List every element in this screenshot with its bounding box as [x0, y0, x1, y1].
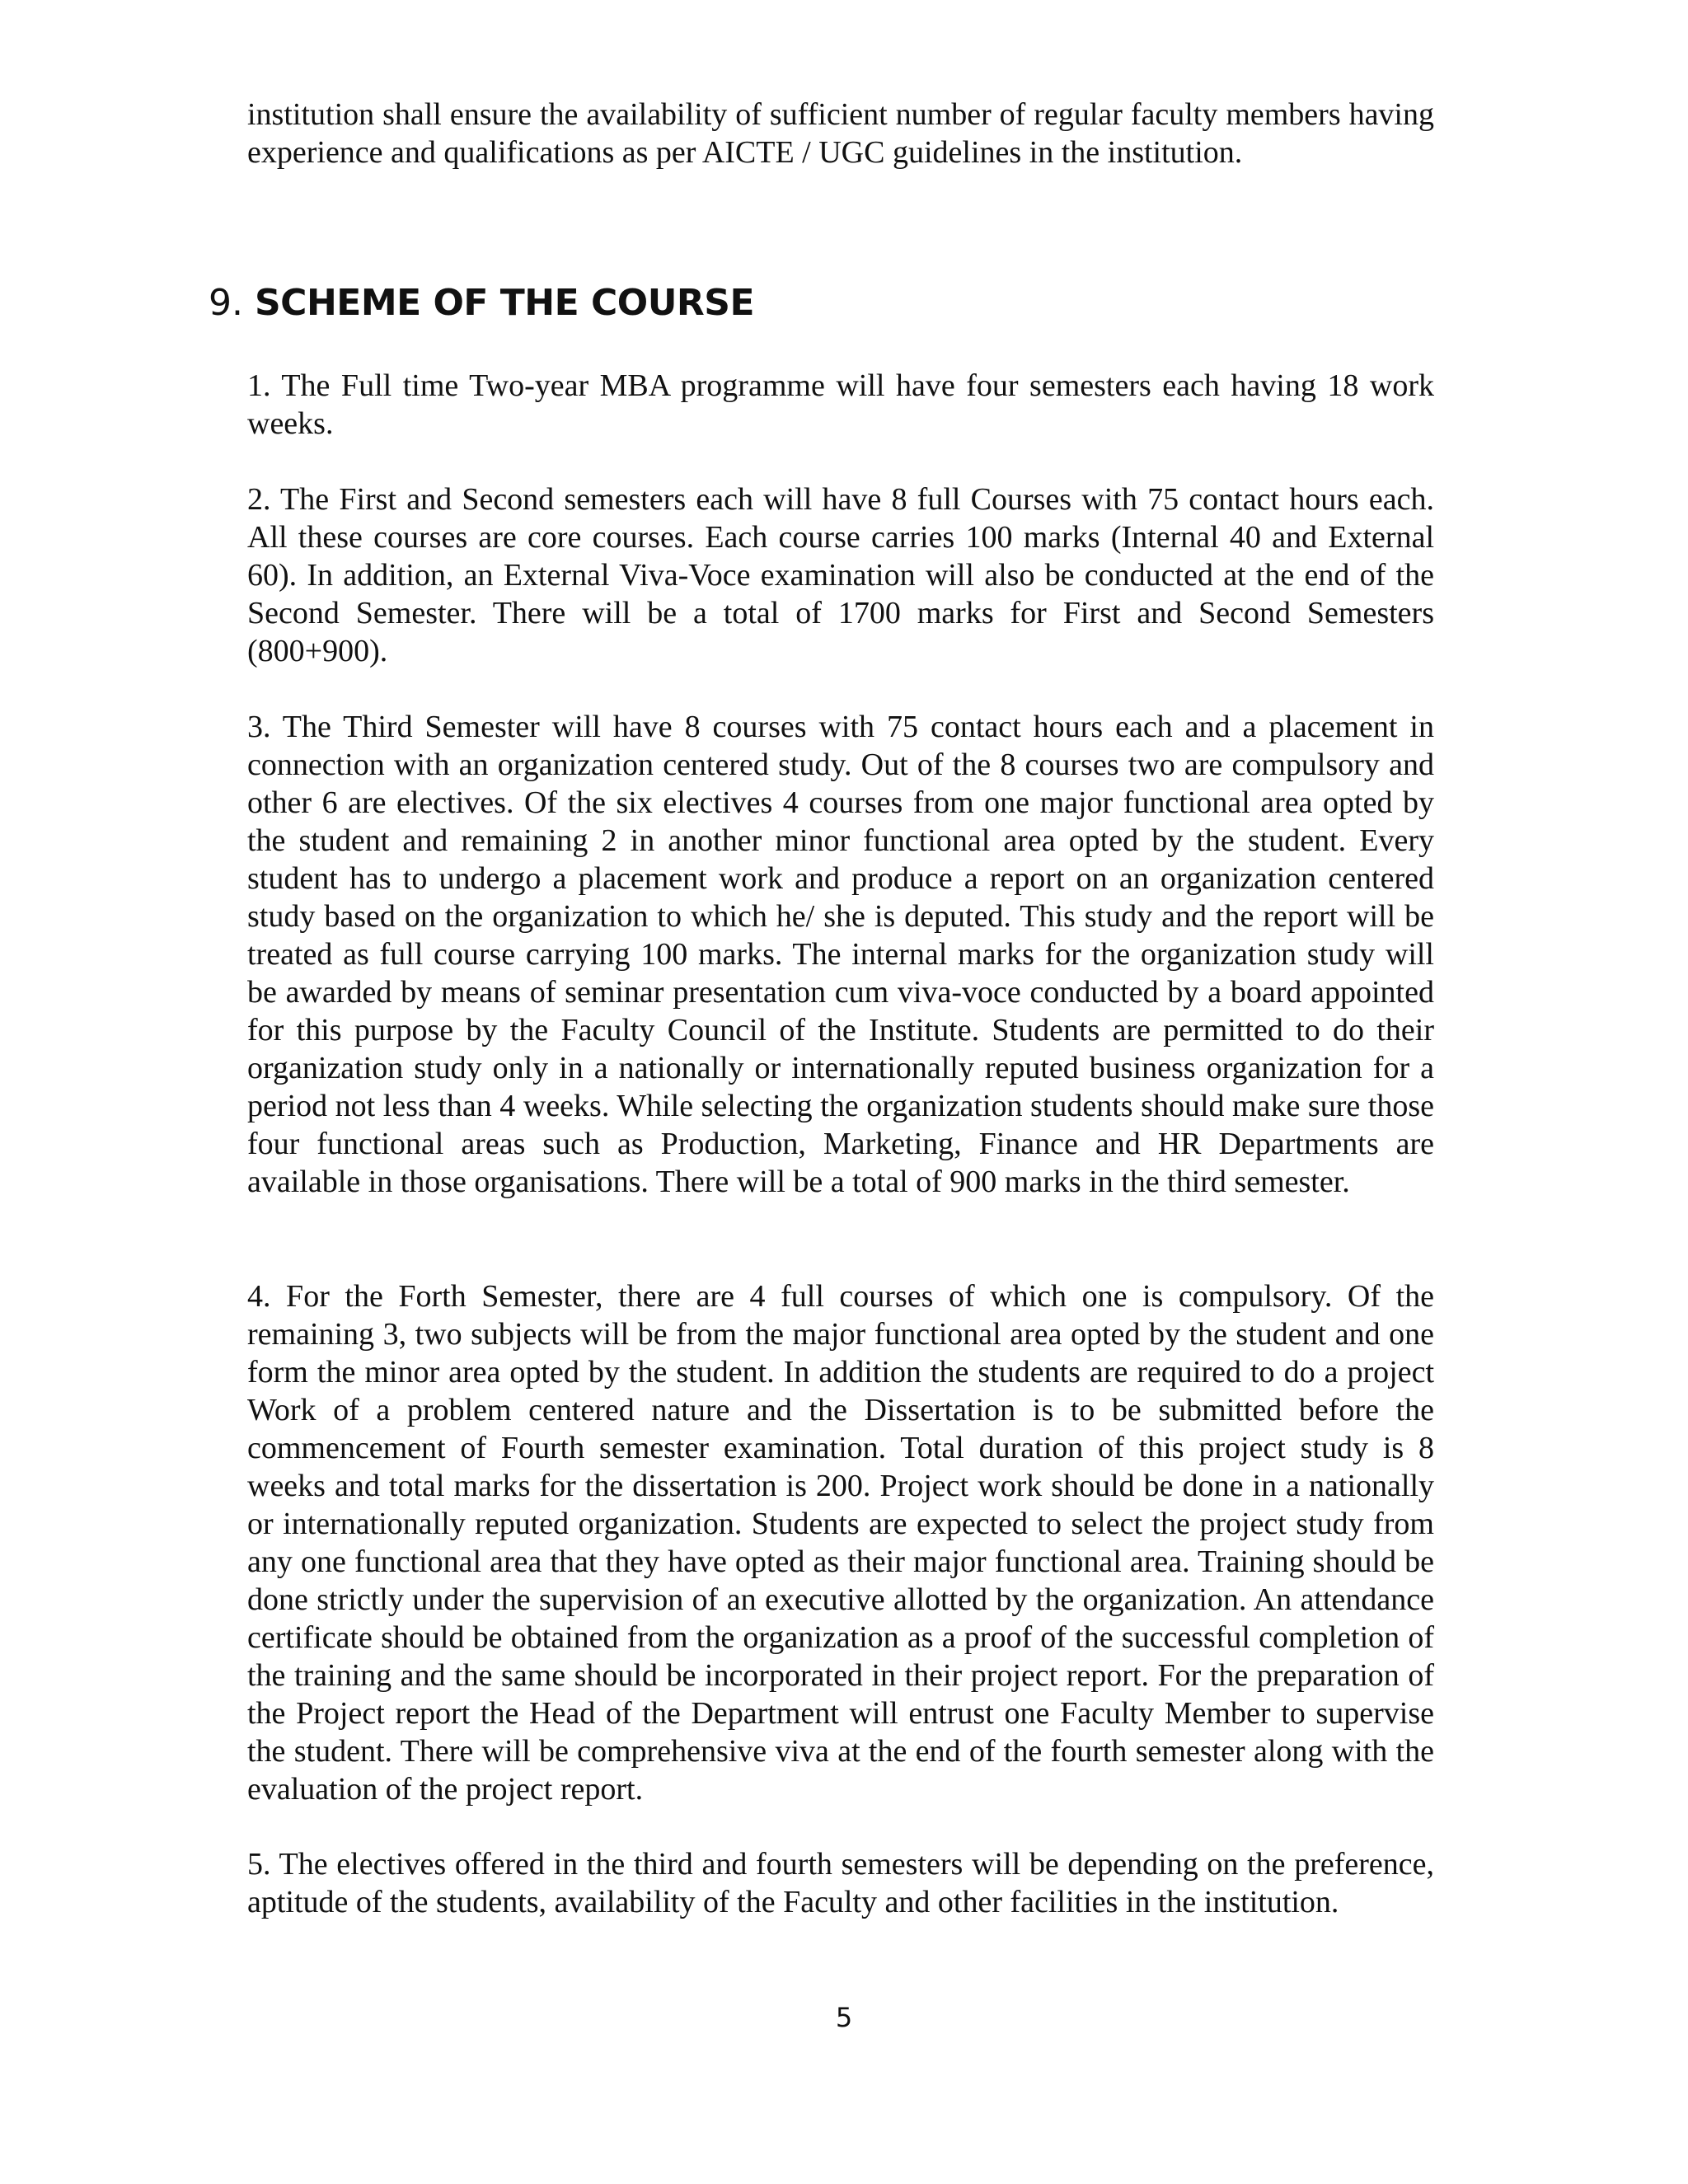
paragraph-3: 3. The Third Semester will have 8 courses with 75 contact hours each and a placement in connection with an organization centered study. Out of the 8 courses two are compulsory and other 6 are electives. Of the six electives 4 courses from one major functional area opted by the student and remaining 2 in another minor functional area opted by the student. Every student has to undergo a placement work and produce a report on an organization centered study based on the organization to which he/ she is deputed. This study and the report will be treated as full course carrying 100 marks. The internal marks for the organization study will be awarded by means of seminar presentation cum viva-voce conducted by a board appointed for this purpose by the Faculty Council of the Institute. Students are permitted to do their organization study only in a nationally or internationally reputed business organization for a period not less than 4 weeks. While selecting the organization students should make sure those four functional areas such as Production, Marketing, Finance and HR Departments are available in those organisations. There will be a total of 900 marks in the third semester. — [247, 710, 1434, 1199]
paragraph-2: 2. The First and Second semesters each will have 8 full Courses with 75 contact hours each. All these courses are core courses. Each course carries 100 marks (Internal 40 and External 60). In addition, an External Viva-Voce examination will also be conducted at the end of the Second Semester. There will be a total of 1700 marks for First and Second Semesters (800+900). — [247, 482, 1434, 668]
paragraph-5: 5. The electives offered in the third and fourth semesters will be depending on the preference, aptitude of the students, availability of the Faculty and other facilities in the institution. — [247, 1847, 1434, 1919]
intro-paragraph: institution shall ensure the availability of sufficient number of regular faculty members having experience and qualifications as per AICTE / UGC guidelines in the institution. — [247, 97, 1434, 170]
paragraph-1: 1. The Full time Two-year MBA programme will have four semesters each having 18 work weeks. — [247, 368, 1434, 441]
section-title: SCHEME OF THE COURSE — [254, 282, 755, 324]
section-number: 9. — [209, 282, 243, 324]
section-heading — [209, 279, 754, 328]
paragraph-4: 4. For the Forth Semester, there are 4 full courses of which one is compulsory. Of the remaining 3, two subjects will be from the major functional area opted by the student and one form the minor area opted by the student. In addition the students are required to do a project Work of a problem centered nature and the Dissertation is to be submitted before the commencement of Fourth semester examination. Total duration of this project study is 8 weeks and total marks for the dissertation is 200. Project work should be done in a nationally or internationally reputed organization. Students are expected to select the project study from any one functional area that they have opted as their major functional area. Training should be done strictly under the supervision of an executive allotted by the organization. An attendance certificate should be obtained from the organization as a proof of the successful completion of the training and the same should be incorporated in their project report. For the preparation of the Project report the Head of the Department will entrust one Faculty Member to supervise the student. There will be comprehensive viva at the end of the fourth semester along with the evaluation of the project report. — [247, 1279, 1434, 1807]
page-number: 5 — [835, 2002, 853, 2033]
